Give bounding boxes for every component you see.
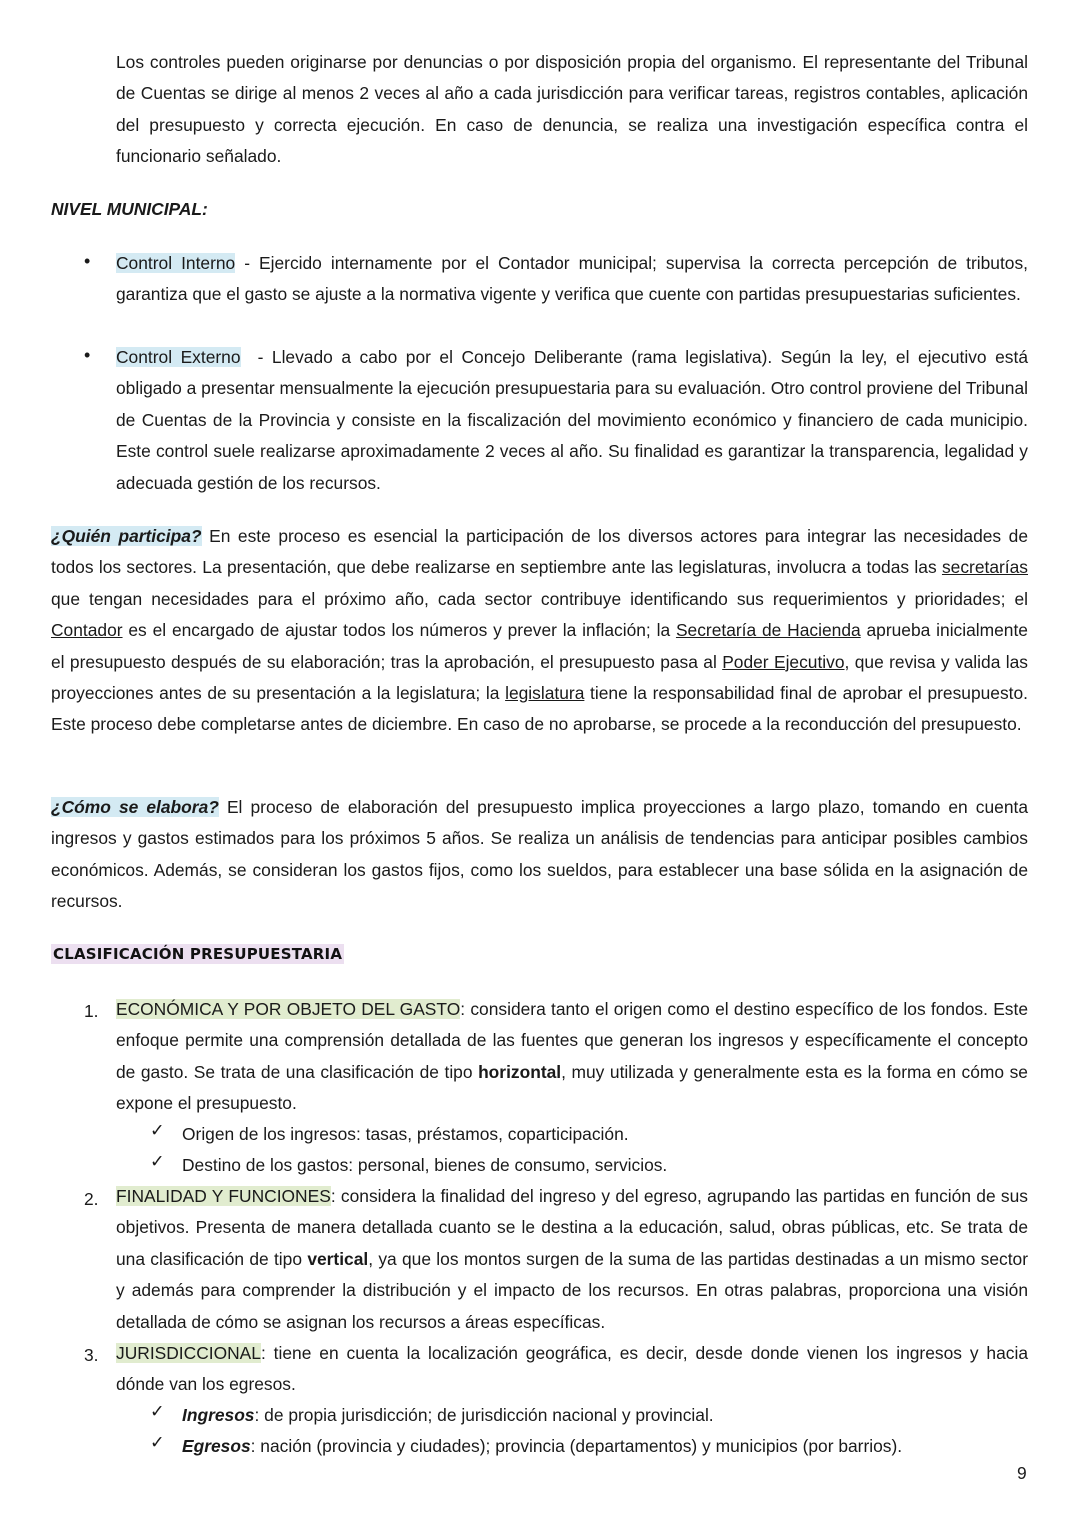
check-icon: ✓ — [150, 1401, 165, 1421]
intro-paragraph: Los controles pueden originarse por denuncias o por disposición propia del organismo. El representante del Tribunal de Cuentas se dirige al menos 2 veces al año a cada jurisdicción para verificar tareas, registros contables, aplicación del presupuesto y correcta ejecución. En caso de denuncia, se realiza una investigación específica contra el funcionario señalado. — [116, 52, 1028, 167]
sub-item-text: : de propia jurisdicción; de jurisdicción nacional y provincial. — [254, 1405, 714, 1425]
quien-text: es el encargado de ajustar todos los números y prever la inflación; la — [122, 620, 676, 641]
clasificacion-item-finalidad — [116, 1181, 1028, 1338]
sub-item-label: Ingresos — [182, 1405, 255, 1425]
clasificacion-bold: horizontal — [478, 1061, 562, 1082]
clasificacion-item-jurisdiccional — [116, 1338, 1028, 1401]
control-interno-item — [116, 248, 1028, 311]
quien-participa-paragraph — [51, 521, 1028, 741]
check-icon: ✓ — [150, 1151, 165, 1171]
sub-item-ingresos — [182, 1400, 714, 1431]
como-elabora-paragraph — [51, 792, 1028, 918]
clasificacion-text: , ya que los montos surgen de la suma de las partidas destinadas a un mismo sector y además para comprender la distribución y el impacto de los recursos. En otras palabras, proporciona una visión detallada de cómo se asignan los recursos a áreas específicas. — [116, 1248, 1029, 1332]
como-text: El proceso de elaboración del presupuesto implica proyecciones a largo plazo, tomando en cuenta ingresos y gastos estimados para los próximos 5 años. Se realiza un análisis de tendencias para anticipar posibles cambios económicos. Además, se consideran los gastos fijos, como los sueldos, para establecer una base sólida en la asignación de recursos. — [51, 797, 1028, 912]
clasificacion-bold: vertical — [307, 1248, 369, 1269]
clasificacion-text: : considera la finalidad del ingreso y del egreso, agrupando las partidas en función de sus objetivos. Presenta de manera detallada cuanto se le destina a la educación, salud, obras públicas, etc. Se trata de una clasificación de tipo — [116, 1186, 1028, 1269]
control-externo-text: - Llevado a cabo por el Concejo Deliberante (rama legislativa). Según la ley, el ejecutivo está obligado a presentar mensualmente la ejecución presupuestaria para su evaluación. Otro control proviene del Tribunal de Cuentas de la Provincia y consiste en la fiscalización del movimiento económico y financiero de cada municipio. Este control suele realizarse aproximadamente 2 veces al año. Su finalidad es garantizar la transparencia, legalidad y adecuada gestión de los recursos. — [116, 347, 1033, 493]
quien-text: aprueba inicialmente el presupuesto después de su elaboración; tras la aprobación, el presupuesto pasa al — [51, 620, 1028, 672]
quien-text: que tengan necesidades para el próximo año, cada sector contribuye identificando sus requerimientos y prioridades; el — [51, 588, 1028, 609]
sub-item-egresos — [182, 1431, 902, 1462]
quien-text: , que revisa y valida las proyecciones antes de su presentación a la legislatura; la — [51, 651, 1028, 704]
underlined-term: Secretaría de Hacienda — [675, 620, 861, 641]
clasificacion-heading: CLASIFICACIÓN PRESUPUESTARIA — [53, 945, 343, 963]
clasificacion-term: FINALIDAD Y FUNCIONES — [116, 1186, 331, 1206]
bullet-icon: • — [84, 345, 91, 365]
bullet-icon: • — [84, 251, 91, 271]
clasificacion-term: JURISDICCIONAL — [116, 1343, 261, 1363]
control-interno-text: - Ejercido internamente por el Contador municipal; supervisa la correcta percepción de tributos, garantiza que el gasto se ajuste a la normativa vigente y verifica que cuente con partidas presupuestarias suficientes. — [116, 253, 1028, 305]
underlined-term: secretarías — [941, 557, 1028, 578]
control-externo-term: Control Externo — [116, 347, 241, 367]
clasificacion-text: : tiene en cuenta la localización geográfica, es decir, desde donde vienen los ingresos y hacia dónde van los egresos. — [116, 1343, 1028, 1395]
sub-item-label: Egresos — [182, 1436, 251, 1456]
clasificacion-item-economica — [116, 994, 1028, 1120]
page-number: 9 — [1017, 1463, 1027, 1483]
check-icon: ✓ — [150, 1120, 165, 1140]
list-number: 3. — [84, 1345, 99, 1365]
municipal-heading: NIVEL MUNICIPAL: — [51, 199, 208, 219]
como-elabora-question: ¿Cómo se elabora? — [51, 797, 219, 817]
underlined-term: Poder Ejecutivo — [722, 651, 845, 672]
quien-text: tiene la responsabilidad final de aprobar el presupuesto. Este proceso debe completarse antes de diciembre. En caso de no aprobarse, se procede a la reconducción del presupuesto. — [51, 683, 1028, 735]
check-icon: ✓ — [150, 1432, 165, 1452]
clasificacion-term: ECONÓMICA Y POR OBJETO DEL GASTO — [116, 999, 461, 1019]
list-number: 1. — [84, 1001, 99, 1021]
quien-text: En este proceso es esencial la participación de los diversos actores para integrar las necesidades de todos los sectores. La presentación, que debe realizarse en septiembre ante las legislaturas, involucra a todas las — [51, 526, 1028, 578]
control-interno-term: Control Interno — [116, 253, 236, 273]
underlined-term: Contador — [51, 620, 123, 641]
clasificacion-text: : considera tanto el origen como el destino específico de los fondos. Este enfoque permite una comprensión detallada de las fuentes que generan los ingresos y específicamente el concepto de gasto. Se trata de una clasificación de tipo — [116, 999, 1028, 1082]
sub-item: Destino de los gastos: personal, bienes de consumo, servicios. — [182, 1155, 668, 1175]
sub-item: Origen de los ingresos: tasas, préstamos, coparticipación. — [182, 1124, 629, 1144]
sub-item-text: : nación (provincia y ciudades); provincia (departamentos) y municipios (por barrios). — [250, 1436, 903, 1456]
quien-participa-question: ¿Quién participa? — [51, 526, 202, 546]
list-number: 2. — [84, 1189, 99, 1209]
clasificacion-text: , muy utilizada y generalmente esta es la forma en cómo se expone el presupuesto. — [116, 1061, 1028, 1114]
underlined-term: legislatura — [505, 683, 585, 704]
control-externo-item — [116, 342, 1033, 499]
